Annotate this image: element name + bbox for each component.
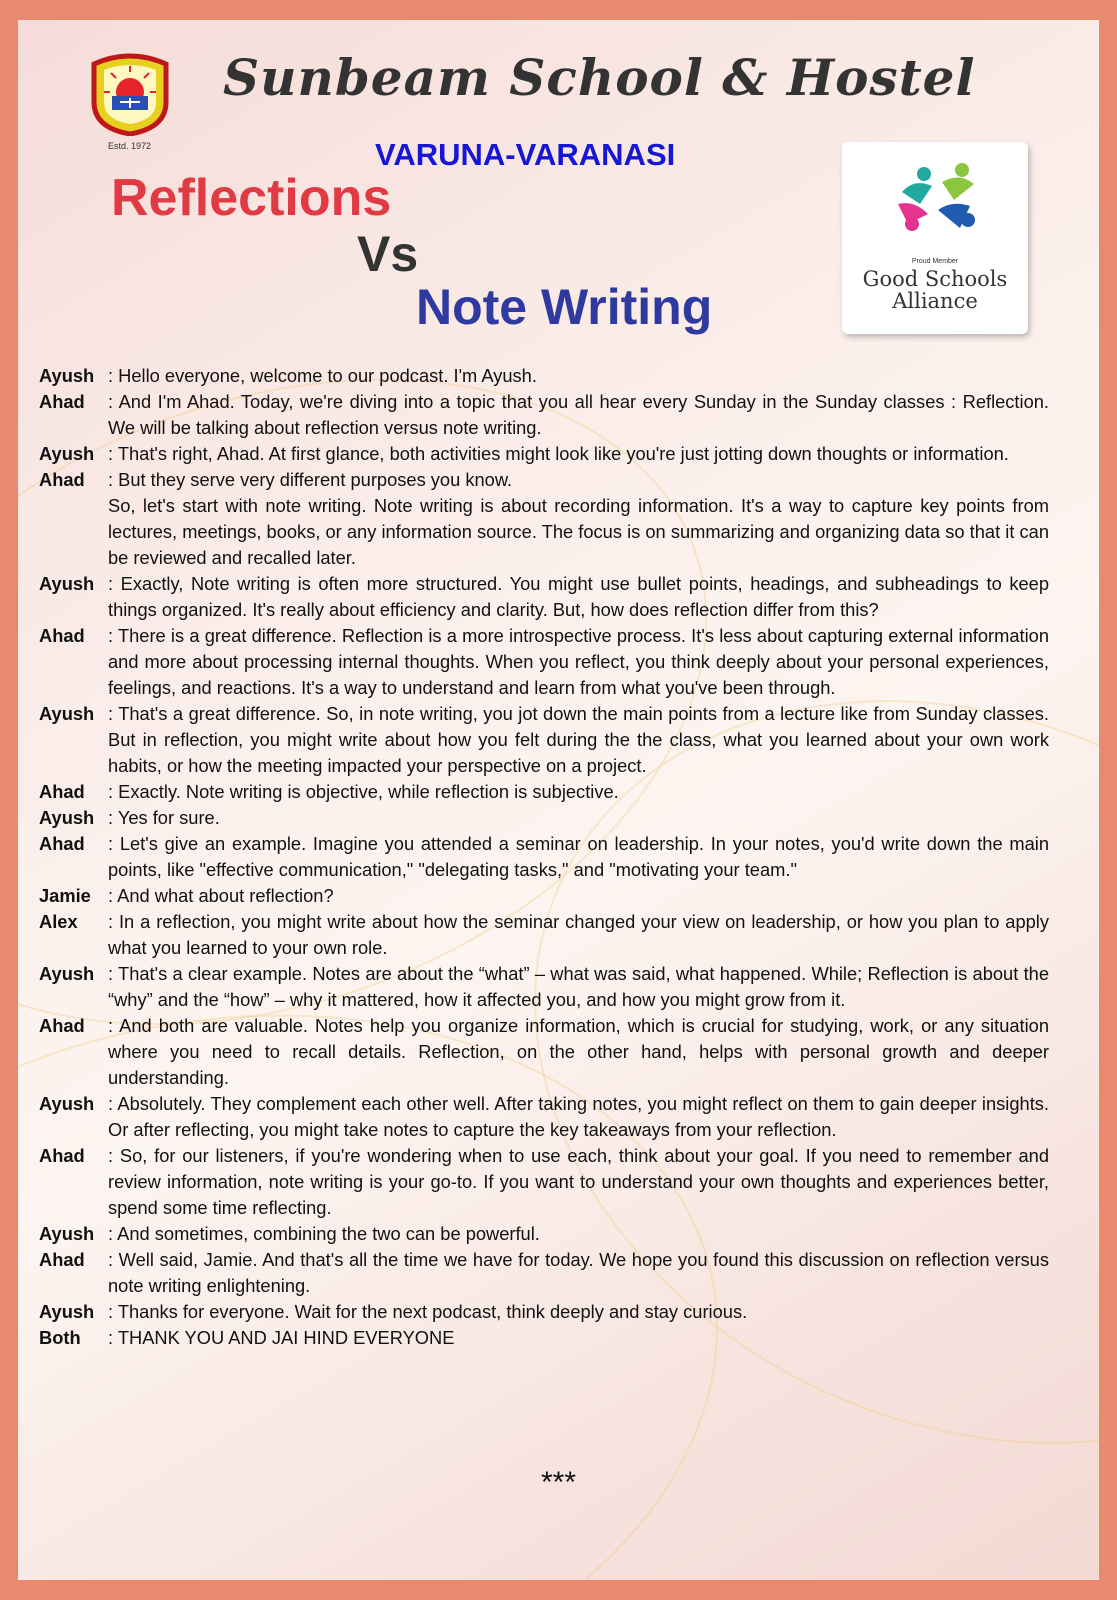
dialogue-line (39, 571, 1049, 623)
dialogue-line (39, 1091, 1049, 1143)
speech-text: So, let's start with note writing. Note writing is about recording information. It's a way to capture key points from lectures, meetings, books, or any information source. The focus is on summarizing and organizing data so that it can be reviewed and recalled later. (108, 495, 1049, 568)
title-note-writing: Note Writing (416, 279, 713, 335)
speaker-name: Ahad (39, 1015, 85, 1036)
speech-text: : And both are valuable. Notes help you organize information, which is crucial for studying, work, or any situation where you need to recall details. Reflection, on the other hand, helps with personal growth and deeper understanding. (108, 1015, 1049, 1088)
speaker-name: Ahad (39, 1145, 85, 1166)
dialogue-line (39, 493, 1049, 571)
podcast-dialogue (39, 363, 1049, 1351)
school-logo (88, 52, 172, 136)
speaker-name: Ahad (39, 781, 85, 802)
speaker-name: Ahad (39, 469, 85, 490)
speaker-name: Ayush (39, 443, 95, 464)
speaker-name (39, 493, 108, 571)
school-name: Sunbeam School & Hostel (223, 48, 976, 107)
speech-text: : Well said, Jamie. And that's all the time we have for today. We hope you found this discussion on reflection versus note writing enlightening. (108, 1249, 1049, 1296)
dialogue-line (39, 1247, 1049, 1299)
proud-member-label: Proud Member (911, 258, 959, 265)
speech-text: : In a reflection, you might write about how the seminar changed your view on leadership, or how you plan to apply what you learned to your own role. (108, 911, 1049, 958)
dialogue-line (39, 1143, 1049, 1221)
speech-text: : But they serve very different purposes you know. (108, 469, 513, 490)
speech-text: : And what about reflection? (108, 885, 334, 906)
speech-text: : THANK YOU AND JAI HIND EVERYONE (108, 1327, 455, 1348)
speech-text: : Exactly. Note writing is objective, while reflection is subjective. (108, 781, 619, 802)
speaker-name: Ayush (39, 573, 95, 594)
good-schools-alliance-badge (842, 142, 1028, 334)
title-vs: Vs (357, 226, 419, 282)
speaker-name: Both (39, 1327, 81, 1348)
speech-text: : That's a clear example. Notes are about the “what” – what was said, what happened. While; Reflection is about the “why” and the “how” – why it mattered, how it affected you, and how you might grow from it. (108, 963, 1049, 1010)
dialogue-line (39, 805, 1049, 831)
speech-text: : Thanks for everyone. Wait for the next podcast, think deeply and stay curious. (108, 1301, 748, 1322)
dialogue-line (39, 1325, 1049, 1351)
speaker-name: Ayush (39, 365, 95, 386)
speaker-name: Jamie (39, 885, 91, 906)
speaker-name: Ahad (39, 625, 85, 646)
speech-text: : That's right, Ahad. At first glance, both activities might look like you're just jotting down thoughts or information. (108, 443, 1009, 464)
end-stars: *** (540, 1466, 577, 1499)
speech-text: : Yes for sure. (108, 807, 220, 828)
dialogue-line (39, 883, 1049, 909)
dialogue-line (39, 701, 1049, 779)
dialogue-line (39, 441, 1049, 467)
alliance-name: Good Schools Alliance (862, 267, 1008, 313)
alliance-figures-icon (842, 142, 1028, 252)
speech-text: : That's a great difference. So, in note writing, you jot down the main points from a lecture like from Sunday classes. But in reflection, you might write about how you felt during the the class, what you learned about your own work habits, or how the meeting impacted your perspective on a project. (108, 703, 1049, 776)
poster-page (18, 20, 1099, 1580)
established-year: Estd. 1972 (108, 141, 152, 151)
title-reflections: Reflections (111, 169, 392, 227)
speech-text: : Let's give an example. Imagine you attended a seminar on leadership. In your notes, you'd write down the main points, like "effective communication," "delegating tasks," and "motivating your team." (108, 833, 1049, 880)
dialogue-line (39, 779, 1049, 805)
speech-text: : Exactly, Note writing is often more structured. You might use bullet points, headings, and subheadings to keep things organized. It's really about efficiency and clarity. But, how does reflection differ from this? (108, 573, 1049, 620)
dialogue-line (39, 909, 1049, 961)
speaker-name: Ayush (39, 1223, 95, 1244)
speaker-name: Ayush (39, 807, 95, 828)
dialogue-line (39, 1221, 1049, 1247)
speaker-name: Ayush (39, 963, 95, 984)
speech-text: : Hello everyone, welcome to our podcast. I'm Ayush. (108, 365, 537, 386)
speech-text: : So, for our listeners, if you're wondering when to use each, think about your goal. If you need to remember and review information, note writing is your go-to. If you want to understand your own thoughts and experiences better, spend some time reflecting. (108, 1145, 1049, 1218)
speaker-name: Ahad (39, 833, 85, 854)
dialogue-line (39, 389, 1049, 441)
speaker-name: Ahad (39, 391, 85, 412)
dialogue-line (39, 1013, 1049, 1091)
speaker-name: Ahad (39, 1249, 85, 1270)
speaker-name: Alex (39, 911, 78, 932)
speech-text: : Absolutely. They complement each other well. After taking notes, you might reflect on them to gain deeper insights. Or after reflecting, you might take notes to capture the key takeaways from your reflection. (108, 1093, 1049, 1140)
dialogue-line (39, 623, 1049, 701)
speech-text: : There is a great difference. Reflection is a more introspective process. It's less about capturing external information and more about processing internal thoughts. When you reflect, you think deeply about your personal experiences, feelings, and reactions. It's a way to understand and learn from what you've been through. (108, 625, 1049, 698)
speech-text: : And I'm Ahad. Today, we're diving into a topic that you all hear every Sunday in the Sunday classes : Reflection. We will be talking about reflection versus note writing. (108, 391, 1049, 438)
school-location: VARUNA-VARANASI (375, 137, 676, 172)
speaker-name: Ayush (39, 703, 95, 724)
dialogue-line (39, 467, 1049, 493)
speaker-name: Ayush (39, 1301, 95, 1322)
speech-text: : And sometimes, combining the two can be powerful. (108, 1223, 540, 1244)
dialogue-line (39, 961, 1049, 1013)
dialogue-line (39, 831, 1049, 883)
dialogue-line (39, 363, 1049, 389)
speaker-name: Ayush (39, 1093, 95, 1114)
dialogue-line (39, 1299, 1049, 1325)
